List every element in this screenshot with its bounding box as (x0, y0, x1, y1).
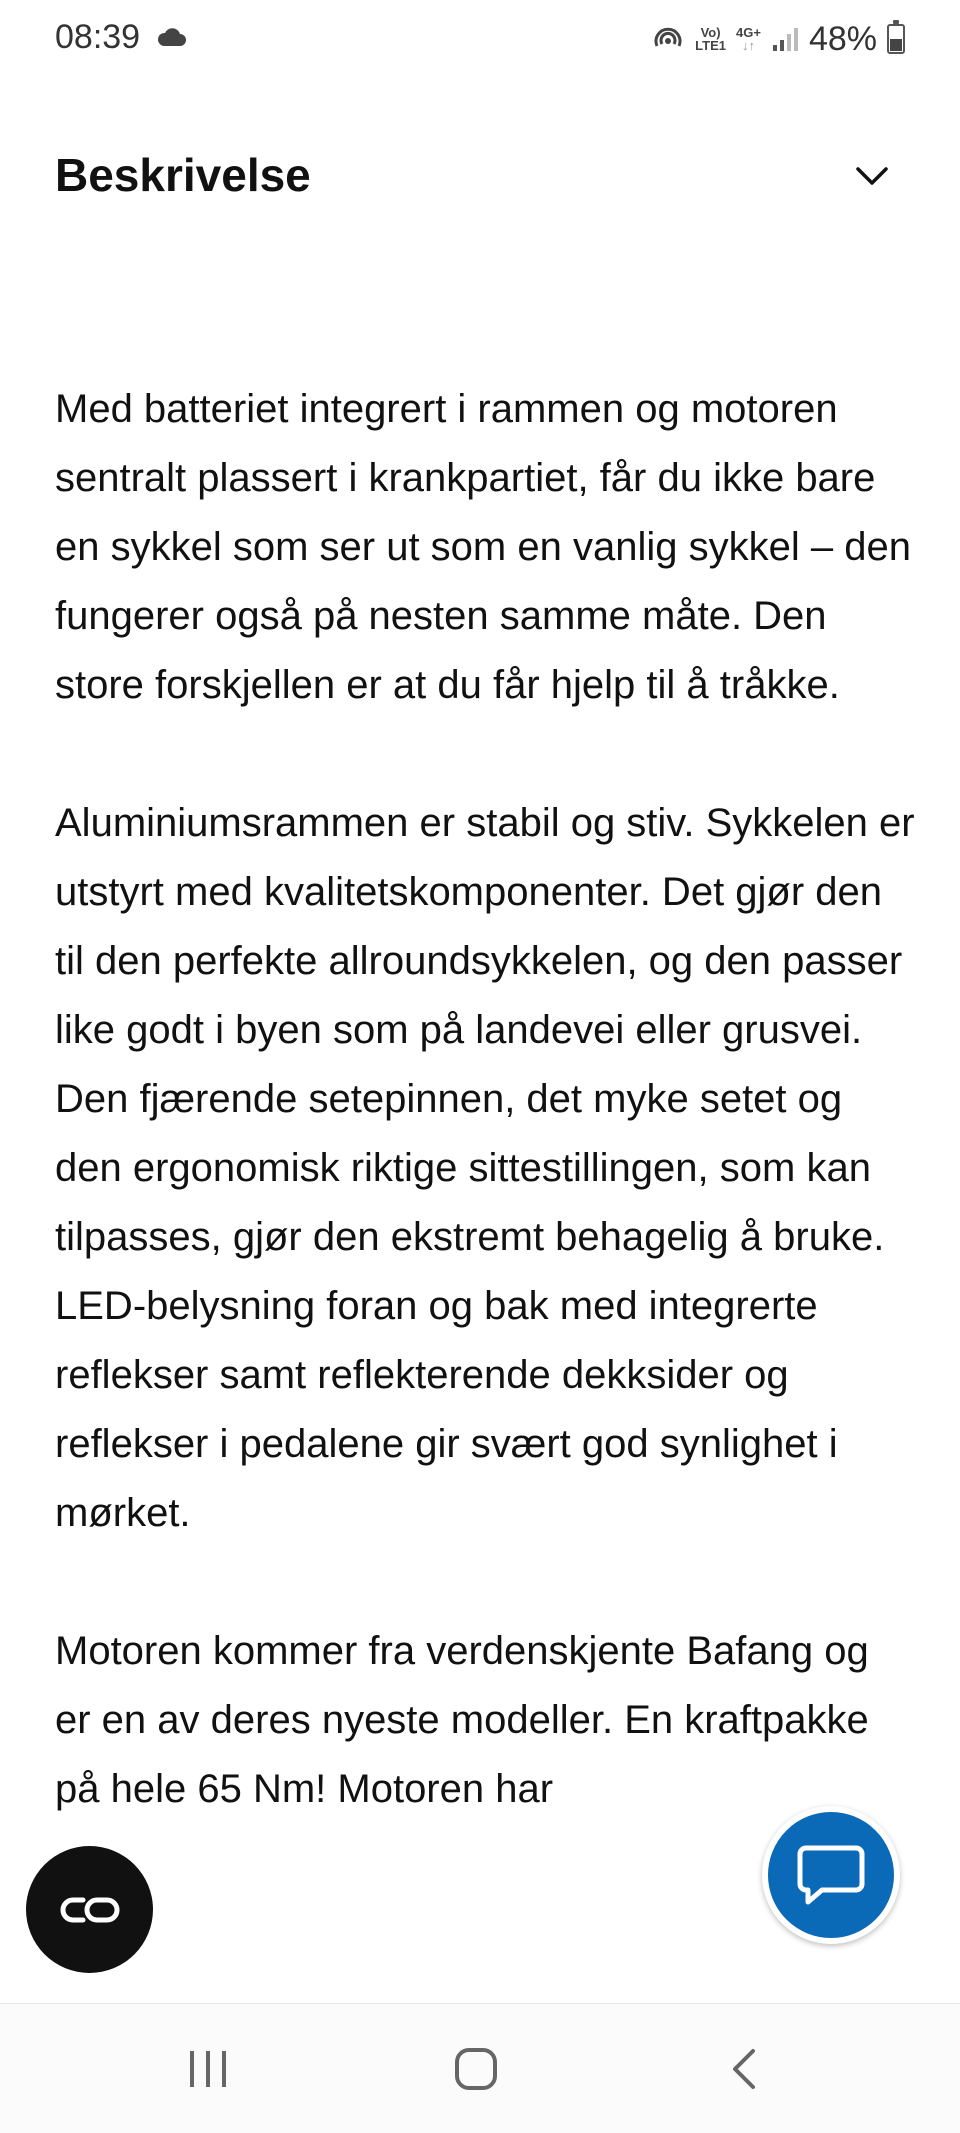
data-arrows-icon: ↓↑ (741, 38, 755, 53)
infinity-icon (57, 1893, 123, 1927)
description-paragraph-1: Med batteriet integrert i rammen og motoren sentralt plassert i krankpartiet, får du ikke bare en sykkel som ser ut som en vanlig sykkel – den fungerer også på nesten samme måte. Den store forskjellen er at du får hjelp til å tråkke. (55, 387, 911, 707)
status-bar (0, 0, 960, 78)
recents-icon (186, 2049, 230, 2089)
status-time: 08:39 (55, 18, 141, 56)
chat-bubble-icon (796, 1842, 866, 1908)
hotspot-icon (651, 22, 685, 56)
volte-indicator (695, 26, 726, 52)
signal-icon (771, 25, 799, 53)
recents-button[interactable] (128, 2004, 288, 2133)
description-body (55, 375, 915, 2005)
data-indicator (736, 26, 761, 52)
volte-bottom-label: LTE1 (695, 38, 726, 53)
back-button[interactable] (664, 2004, 824, 2133)
section-title: Beskrivelse (55, 149, 311, 201)
chat-button[interactable] (762, 1806, 900, 1944)
home-button[interactable] (396, 2004, 556, 2133)
data-type-label: 4G+ (736, 25, 761, 40)
battery-icon (887, 24, 905, 54)
description-paragraph-3: Motoren kommer fra verdenskjente Bafang og er en av deres nyeste modeller. En kraftpakke på hele 65 Nm! Motoren har (55, 1629, 869, 1811)
description-section-header[interactable] (0, 140, 960, 220)
status-icons (651, 16, 905, 62)
volte-top-label: Vo) (700, 25, 721, 40)
back-icon (729, 2047, 759, 2091)
home-icon (453, 2046, 499, 2092)
description-paragraph-2: Aluminiumsrammen er stabil og stiv. Sykkelen er utstyrt med kvalitetskomponenter. Det gjør den til den perfekte allroundsykkelen, og den passer like godt i byen som på landevei eller grusvei. Den fjærende setepinnen, det myke setet og den ergonomisk riktige sittestillingen, som kan tilpasses, gjør den ekstremt behagelig å bruke. LED-belysning foran og bak med integrerte reflekser samt reflekterende dekksider og reflekser i pedalene gir svært god synlighet i mørket. (55, 801, 915, 1535)
system-navigation-bar (0, 2003, 960, 2133)
battery-percent: 48% (808, 19, 877, 58)
cloud-icon (156, 26, 186, 48)
chevron-down-icon[interactable] (854, 164, 890, 188)
floating-tool-button[interactable] (26, 1846, 153, 1973)
